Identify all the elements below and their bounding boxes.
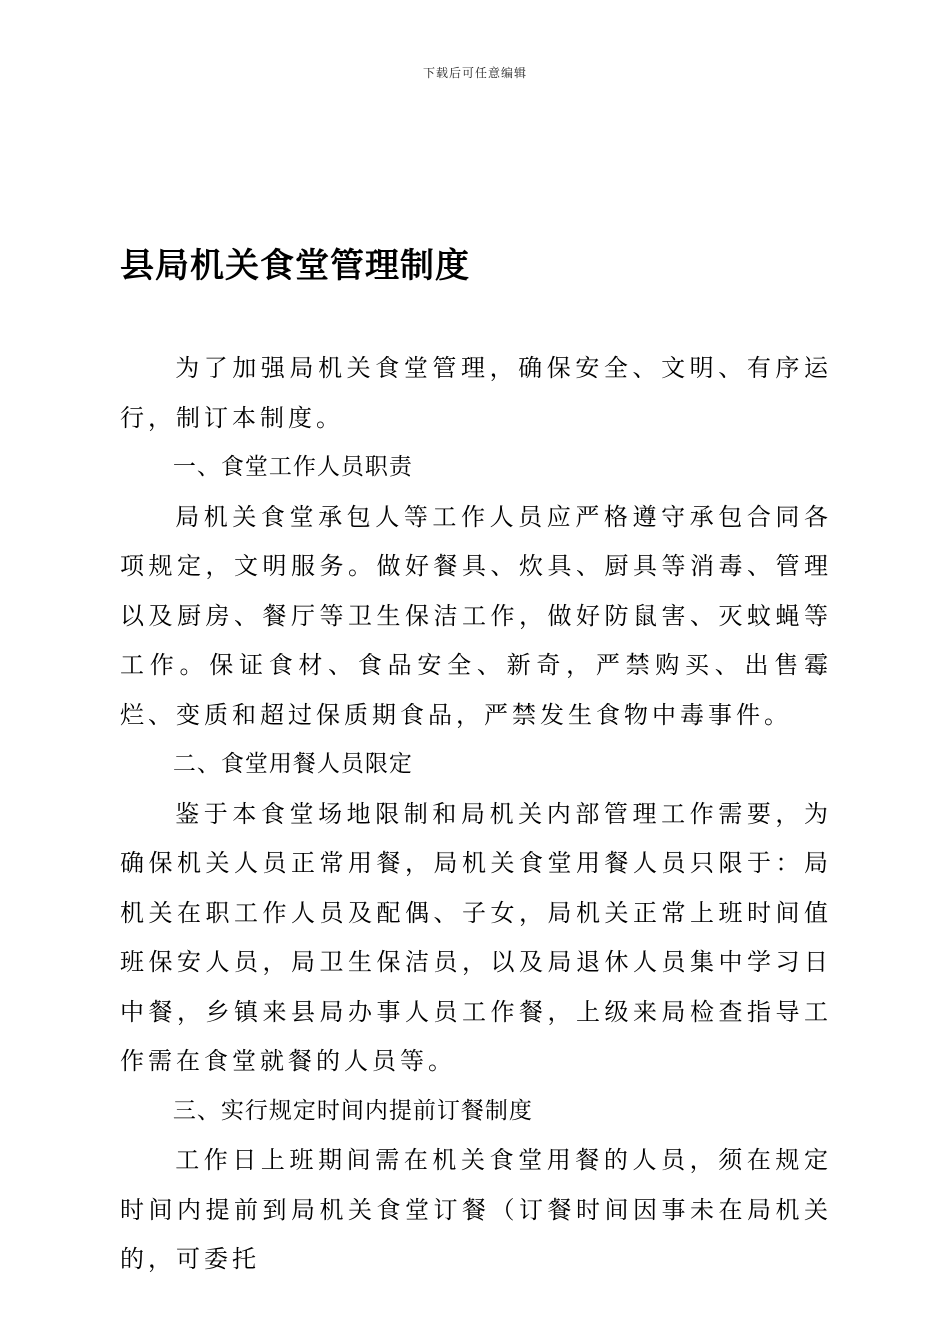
section-heading-2: 二、食堂用餐人员限定 [172, 751, 413, 777]
document-title: 县局机关食堂管理制度 [120, 246, 470, 286]
intro-paragraph: 为了加强局机关食堂管理，确保安全、文明、有序运行，制订本制度。 [120, 354, 832, 432]
header-note: 下载后可任意编辑 [422, 66, 527, 80]
section-body-3: 工作日上班期间需在机关食堂用餐的人员，须在规定时间内提前到局机关食堂订餐（订餐时间因事未在局机关的，可委托 [120, 1146, 832, 1273]
section-body-1: 局机关食堂承包人等工作人员应严格遵守承包合同各项规定，文明服务。做好餐具、炊具、厨具等消毒、管理以及厨房、餐厅等卫生保洁工作，做好防鼠害、灭蚊蝇等工作。保证食材、食品安全、新奇，严禁购买、出售霉烂、变质和超过保质期食品，严禁发生食物中毒事件。 [120, 502, 832, 729]
section-body-2: 鉴于本食堂场地限制和局机关内部管理工作需要，为确保机关人员正常用餐，局机关食堂用餐人员只限于：局机关在职工作人员及配偶、子女，局机关正常上班时间值班保安人员，局卫生保洁员，以及局退休人员集中学习日中餐，乡镇来县局办事人员工作餐，上级来局检查指导工作需在食堂就餐的人员等。 [120, 799, 832, 1075]
section-heading-3: 三、实行规定时间内提前订餐制度 [172, 1097, 533, 1124]
document-body [120, 344, 832, 1285]
section-heading-1: 一、食堂工作人员职责 [172, 454, 413, 480]
